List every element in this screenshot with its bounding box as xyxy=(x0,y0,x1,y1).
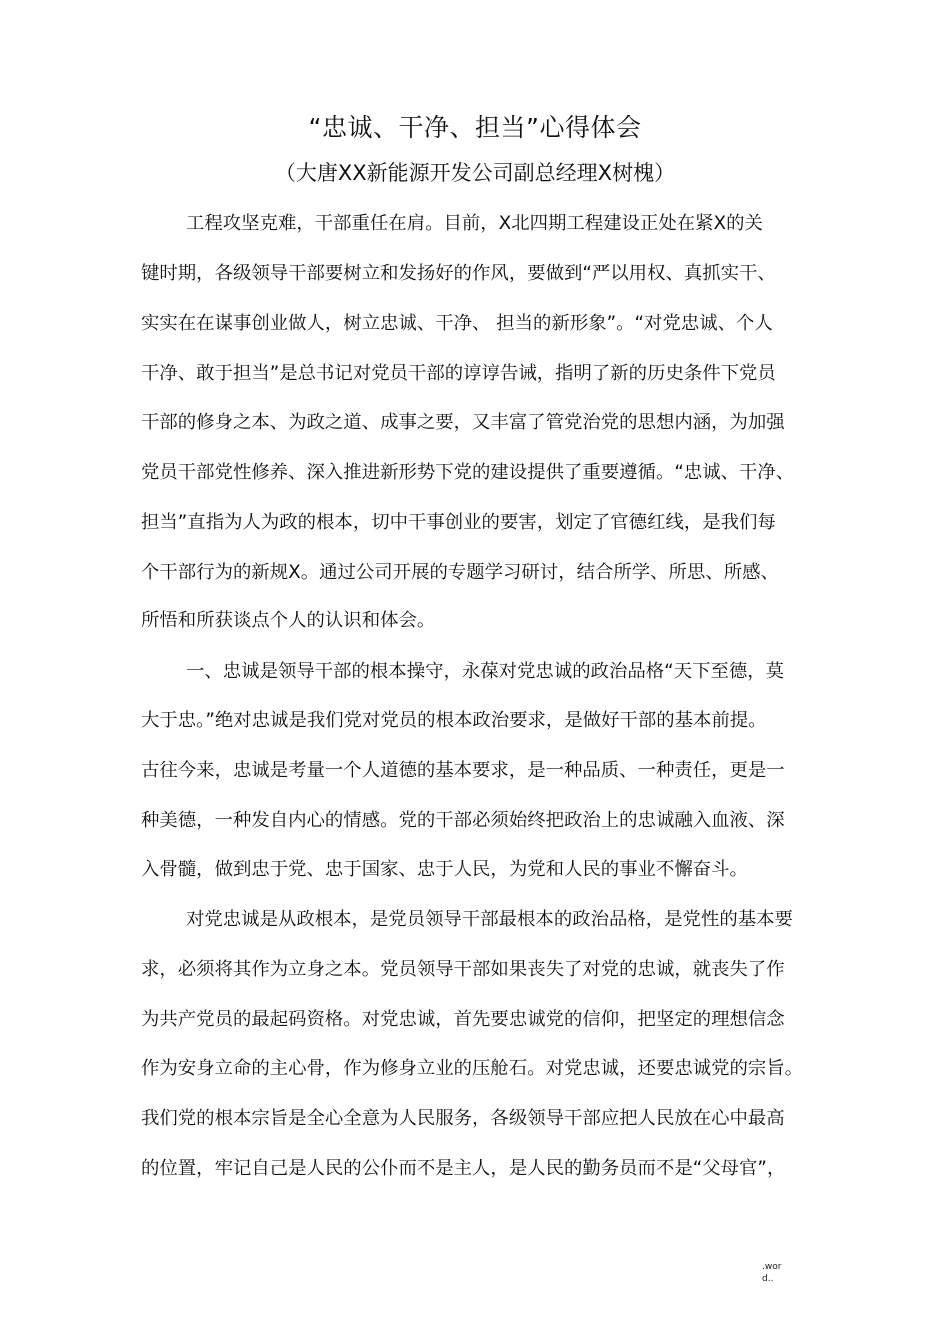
paragraph-line: 入骨髓，做到忠于党、忠于国家、忠于人民，为党和人民的事业不懈奋斗。 xyxy=(141,859,748,880)
paragraph-line: 对党忠诚是从政根本，是党员领导干部最根本的政治品格，是党性的基本要 xyxy=(186,909,793,930)
document-title: “忠诚、干净、担当”心得体会 xyxy=(308,113,642,142)
paragraph-line: 古往今来，忠诚是考量一个人道德的基本要求，是一种品质、一种责任，更是一 xyxy=(141,760,785,781)
paragraph-line: 求，必须将其作为立身之本。党员领导干部如果丧失了对党的忠诚，就丧失了作 xyxy=(141,959,785,980)
paragraph-line: 键时期，各级领导干部要树立和发扬好的作风，要做到“严以用权、真抓实干、 xyxy=(141,263,776,284)
paragraph-line: 工程攻坚克难，干部重任在肩。目前，X北四期工程建设正处在紧X的关 xyxy=(186,213,763,234)
paragraph-line: 一、忠诚是领导干部的根本操守，永葆对党忠诚的政治品格“天下至德，莫 xyxy=(186,661,785,682)
document-subtitle: （大唐XX新能源开发公司副总经理X树槐） xyxy=(274,161,676,185)
paragraph-line: 党员干部党性修养、深入推进新形势下党的建设提供了重要遵循。“忠诚、干净、 xyxy=(141,462,795,483)
paragraph-line: 干部的修身之本、为政之道、成事之要，又丰富了管党治党的思想内涵，为加强 xyxy=(141,412,785,433)
paragraph-line: 所悟和所获谈点个人的认识和体会。 xyxy=(141,610,436,631)
paragraph-line: 的位置，牢记自己是人民的公仆而不是主人，是人民的勤务员而不是“父母官”， xyxy=(141,1158,786,1179)
footer-line: .wor xyxy=(762,1262,782,1272)
paragraph-line: 大于忠。”绝对忠诚是我们党对党员的根本政治要求，是做好干部的基本前提。 xyxy=(141,710,767,731)
paragraph-line: 种美德，一种发自内心的情感。党的干部必须始终把政治上的忠诚融入血液、深 xyxy=(141,810,785,831)
paragraph-line: 干净、敢于担当”是总书记对党员干部的谆谆告诫，指明了新的历史条件下党员 xyxy=(141,363,776,384)
paragraph-line: 我们党的根本宗旨是全心全意为人民服务，各级领导干部应把人民放在心中最高 xyxy=(141,1108,785,1129)
page-footer xyxy=(762,1261,781,1285)
paragraph-line: 个干部行为的新规X。通过公司开展的专题学习研讨，结合所学、所思、所感、 xyxy=(141,562,779,583)
paragraph-line: 为共产党员的最起码资格。对党忠诚，首先要忠诚党的信仰，把坚定的理想信念 xyxy=(141,1009,785,1030)
paragraph-line: 实实在在谋事创业做人，树立忠诚、干净、 担当的新形象”。“对党忠诚、个人 xyxy=(141,313,773,334)
paragraph-line: 担当”直指为人为政的根本，切中干事创业的要害，划定了官德红线，是我们每 xyxy=(141,512,776,533)
footer-line: d.. xyxy=(762,1274,774,1284)
paragraph-line: 作为安身立命的主心骨，作为修身立业的压舱石。对党忠诚，还要忠诚党的宗旨。 xyxy=(141,1058,804,1079)
